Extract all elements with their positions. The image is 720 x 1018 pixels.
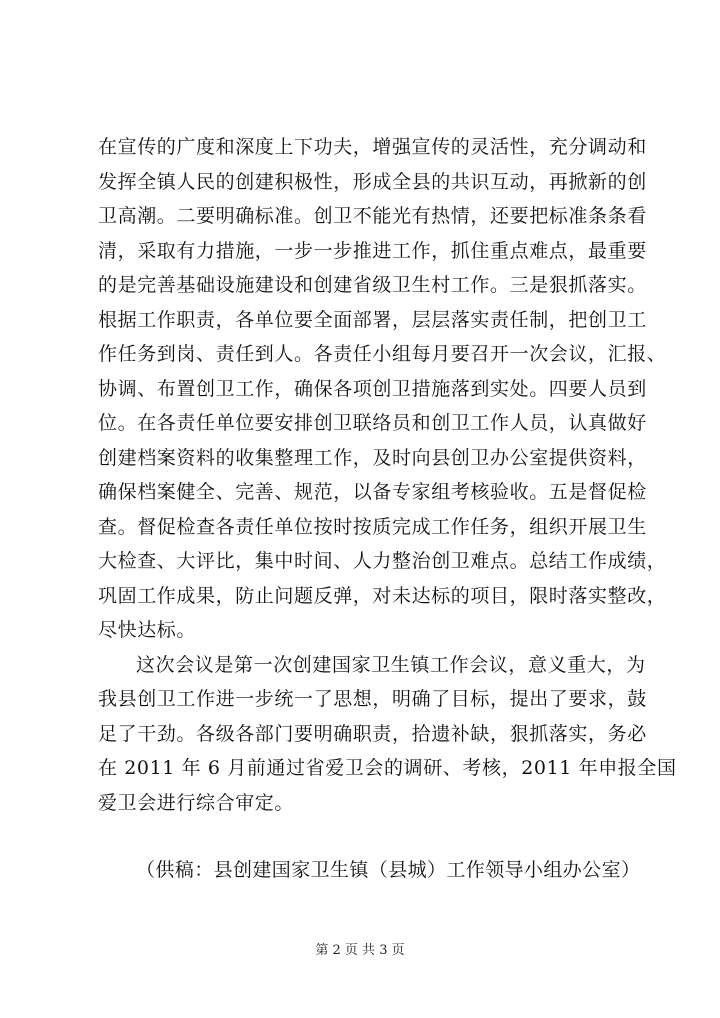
text-line: 发挥全镇人民的创建积极性，形成全县的共识互动，再掀新的创 [98,170,647,193]
text-line: 作任务到岗、责任到人。各责任小组每月要召开一次会议，汇报、 [98,343,667,365]
text-line: 巩固工作成果，防止问题反弹，对未达标的项目，限时落实整改， [98,584,667,607]
source-attribution: （供稿：县创建国家卫生镇（县城）工作领导小组办公室） [136,859,640,881]
text-line: 在宣传的广度和深度上下功夫，增强宣传的灵活性，充分调动和 [98,136,647,158]
text-line: 创建档案资料的收集整理工作，及时向县创卫办公室提供资料， [98,446,647,469]
text-line: 确保档案健全、完善、规范，以备专家组考核验收。五是督促检 [98,481,647,503]
text-line: 查。督促检查各责任单位按时按质完成工作任务，组织开展卫生 [98,515,647,538]
text-line: 清，采取有力措施，一步一步推进工作，抓住重点难点，最重要 [98,239,647,262]
text-line: 足了干劲。各级各部门要明确职责，拾遗补缺，狠抓落实，务必 [98,722,647,745]
text-line: 的是完善基础设施建设和创建省级卫生村工作。三是狠抓落实。 [98,274,647,296]
text-line: 在 2011 年 6 月前通过省爱卫会的调研、考核，2011 年申报全国 [98,757,677,779]
page-number-footer: 第 2 页 共 3 页 [315,943,405,958]
text-line: 卫高潮。二要明确标准。创卫不能光有热情，还要把标准条条看 [98,205,647,227]
text-line: 协调、布置创卫工作，确保各项创卫措施落到实处。四要人员到 [98,377,647,400]
text-line: 爱卫会进行综合审定。 [98,791,295,814]
text-line: 尽快达标。 [98,619,197,641]
text-line: 我县创卫工作进一步统一了思想，明确了目标，提出了要求，鼓 [98,688,647,710]
paragraph-first-line: 这次会议是第一次创建国家卫生镇工作会议，意义重大，为 [136,653,646,676]
text-line: 根据工作职责，各单位要全面部署，层层落实责任制，把创卫工 [98,308,647,331]
document-body [98,130,677,820]
text-line: 位。在各责任单位要安排创卫联络员和创卫工作人员，认真做好 [98,412,647,434]
text-line: 大检查、大评比，集中时间、人力整治创卫难点。总结工作成绩， [98,550,667,572]
